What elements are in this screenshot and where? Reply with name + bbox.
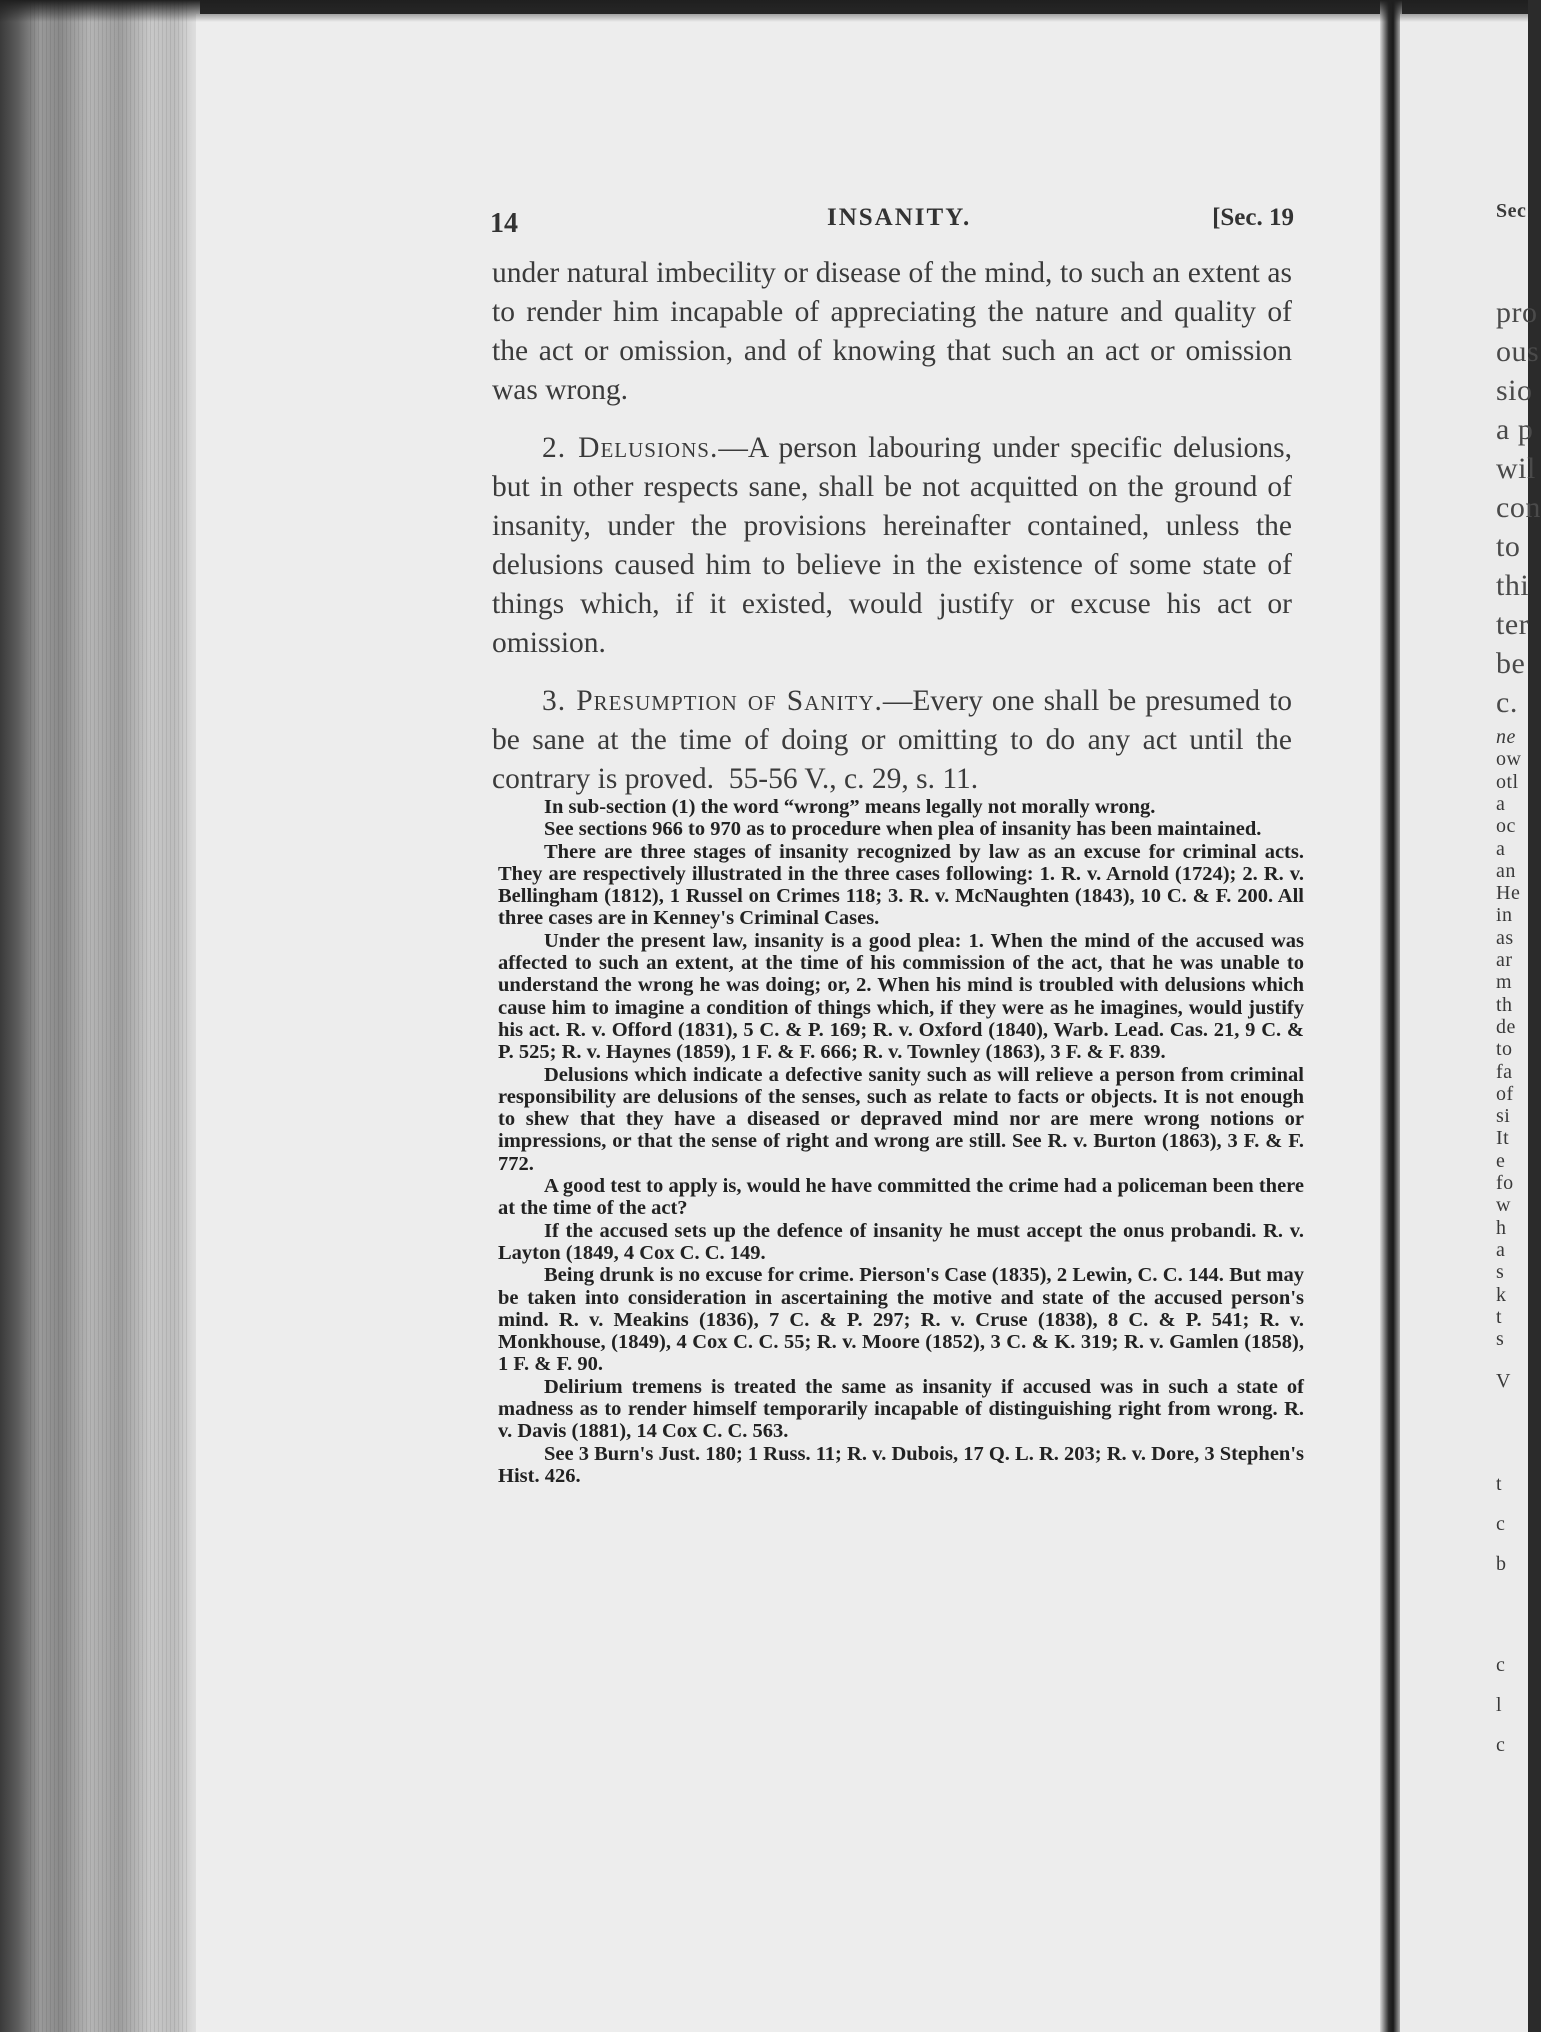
note-paragraph: There are three stages of insanity recognized by law as an excuse for criminal acts. They are respectively illustrated in the three cases following: 1. R. v. Arnold (1724); 2. R. v. Bellingham (1812), 1 Russel on Crimes 118; 3. R. v. McNaughten (1843), 10 C. & F. 200. All three cases are in Kenney's Criminal Cases.	[498, 840, 1304, 930]
facing-note-line: a	[1496, 792, 1506, 815]
presumption-heading: 3. Presumption of Sanity.	[542, 685, 883, 717]
facing-note-line: in	[1496, 904, 1513, 927]
note-paragraph: In sub-section (1) the word “wrong” means legally not morally wrong.	[544, 796, 1156, 818]
facing-note-line: V	[1496, 1370, 1511, 1393]
facing-note-line: c	[1496, 1734, 1506, 1757]
section-reference: [Sec. 19	[1212, 204, 1294, 231]
top-shadow	[0, 0, 1528, 22]
delusions-text: —A person labouring under specific delusions, but in other respects sane, shall be not acquitted on the ground of insanity, under the provisions hereinafter contained, unless the delusions caused him to believe in the existence of some state of things which, if it existed, would justify or excuse his act or omission.	[492, 432, 1292, 659]
facing-note-line: ow	[1496, 748, 1522, 771]
note-paragraph: See sections 966 to 970 as to procedure when plea of insanity has been maintained.	[544, 818, 1262, 841]
presumption-paragraph	[492, 682, 1292, 799]
facing-note-line: e	[1496, 1149, 1506, 1172]
facing-running-head: Sec	[1496, 200, 1527, 222]
book-gutter	[1380, 0, 1402, 2032]
facing-line: sio	[1496, 374, 1533, 407]
page-stack-lines	[30, 0, 190, 2032]
delusions-paragraph	[492, 429, 1292, 663]
facing-note-line: b	[1496, 1553, 1507, 1576]
facing-line: c.	[1496, 686, 1518, 719]
facing-note-line: ne	[1496, 726, 1516, 748]
facing-note-line: fo	[1496, 1172, 1514, 1194]
facing-note-line: fa	[1496, 1060, 1513, 1083]
facing-note-line: oc	[1496, 815, 1516, 838]
facing-note-line: c	[1496, 1513, 1506, 1535]
annotations	[498, 796, 1304, 1487]
facing-note-line: to	[1496, 1038, 1513, 1061]
facing-line: con	[1496, 491, 1541, 524]
facing-note-line: ar	[1496, 949, 1513, 971]
note-paragraph: Under the present law, insanity is a good plea: 1. When the mind of the accused was affected to such an extent, at the time of his commission of the act, that he was unable to understand the wrong he was doing; or, 2. When his mind is troubled with delusions which cause him to imagine a condition of things which, if they were as he imagines, would justify his act. R. v. Offord (1831), 5 C. & P. 169; R. v. Oxford (1840), Warb. Lead. Cas. 21, 9 C. & P. 525; R. v. Haynes (1859), 1 F. & F. 666; R. v. Townley (1863), 3 F. & F. 839.	[498, 929, 1304, 1064]
facing-line: pro	[1496, 296, 1538, 329]
facing-note-line: of	[1496, 1082, 1514, 1105]
note-paragraph: If the accused sets up the defence of insanity he must accept the onus probandi. R. v. Layton (1849, 4 Cox C. C. 149.	[498, 1219, 1304, 1264]
facing-line: a p	[1496, 413, 1534, 446]
facing-note-line: de	[1496, 1015, 1516, 1038]
facing-note-line: a	[1496, 837, 1506, 860]
facing-note-line: s	[1496, 1328, 1505, 1351]
facing-note-line: s	[1496, 1261, 1505, 1284]
continuation-paragraph: under natural imbecility or disease of the mind, to such an extent as to render him incapable of appreciating the nature and quality of the act or omission, and of knowing that such an act or omission was wrong.	[492, 257, 1292, 406]
delusions-heading: 2. Delusions.	[542, 432, 719, 464]
facing-line: to	[1496, 530, 1521, 563]
facing-line: be	[1496, 647, 1526, 680]
note-paragraph: Delusions which indicate a defective sanity such as will relieve a person from criminal responsibility are delusions of the senses, such as relate to facts or objects. It is not enough to shew that they have a diseased or depraved mind nor are mere wrong notions or impressions, or that the sense of right and wrong are still. See R. v. Burton (1863), 3 F. & F. 772.	[498, 1063, 1304, 1175]
facing-note-line: m	[1496, 971, 1513, 994]
facing-line: ous	[1496, 335, 1540, 368]
facing-note-line: k	[1496, 1283, 1507, 1306]
facing-line: ter	[1496, 608, 1530, 641]
facing-note-line: t	[1496, 1472, 1503, 1495]
statute-reference: 55-56 V., c. 29, s. 11.	[728, 763, 979, 795]
note-paragraph: See 3 Burn's Just. 180; 1 Russ. 11; R. v. Dubois, 17 Q. L. R. 203; R. v. Dore, 3 Stephen's Hist. 426.	[498, 1442, 1304, 1487]
facing-note-line: th	[1496, 993, 1513, 1016]
presumption-text: —Every one shall be presumed to be sane at the time of doing or omitting to do any act until the contrary is proved.	[492, 685, 1292, 795]
facing-note-line: It	[1496, 1127, 1510, 1150]
running-title: INSANITY.	[827, 204, 972, 231]
note-paragraph: A good test to apply is, would he have committed the crime had a policeman been there at the time of the act?	[498, 1175, 1304, 1220]
facing-line: thi	[1496, 569, 1530, 602]
facing-note-line: w	[1496, 1194, 1511, 1217]
facing-note-line: t	[1496, 1305, 1503, 1328]
running-head	[490, 204, 1300, 244]
facing-note-line: h	[1496, 1216, 1507, 1239]
note-paragraph: Being drunk is no excuse for crime. Pierson's Case (1835), 2 Lewin, C. C. 144. But may be taken into consideration in ascertaining the motive and state of the accused person's mind. R. v. Meakins (1836), 7 C. & P. 297; R. v. Cruse (1838), 8 C. & P. 541; R. v. Monkhouse, (1849), 4 Cox C. C. 55; R. v. Moore (1852), 3 C. & K. 319; R. v. Gamlen (1858), 1 F. & F. 90.	[498, 1264, 1304, 1376]
facing-note-line: a	[1496, 1238, 1506, 1261]
facing-note-line: si	[1496, 1105, 1511, 1128]
facing-note-line: c	[1496, 1653, 1506, 1676]
facing-note-line: an	[1496, 859, 1516, 882]
facing-note-line: otl	[1496, 770, 1519, 793]
note-paragraph: Delirium tremens is treated the same as insanity if accused was in such a state of madness as to render himself temporarily incapable of distinguishing right from wrong. R. v. Davis (1881), 14 Cox C. C. 563.	[498, 1375, 1304, 1443]
facing-note-line: as	[1496, 926, 1514, 949]
page-number: 14	[490, 208, 518, 239]
statute-text	[492, 254, 1292, 799]
facing-note-line: l	[1496, 1693, 1503, 1716]
facing-line: wil	[1496, 452, 1536, 485]
facing-note-line: He	[1496, 882, 1521, 905]
